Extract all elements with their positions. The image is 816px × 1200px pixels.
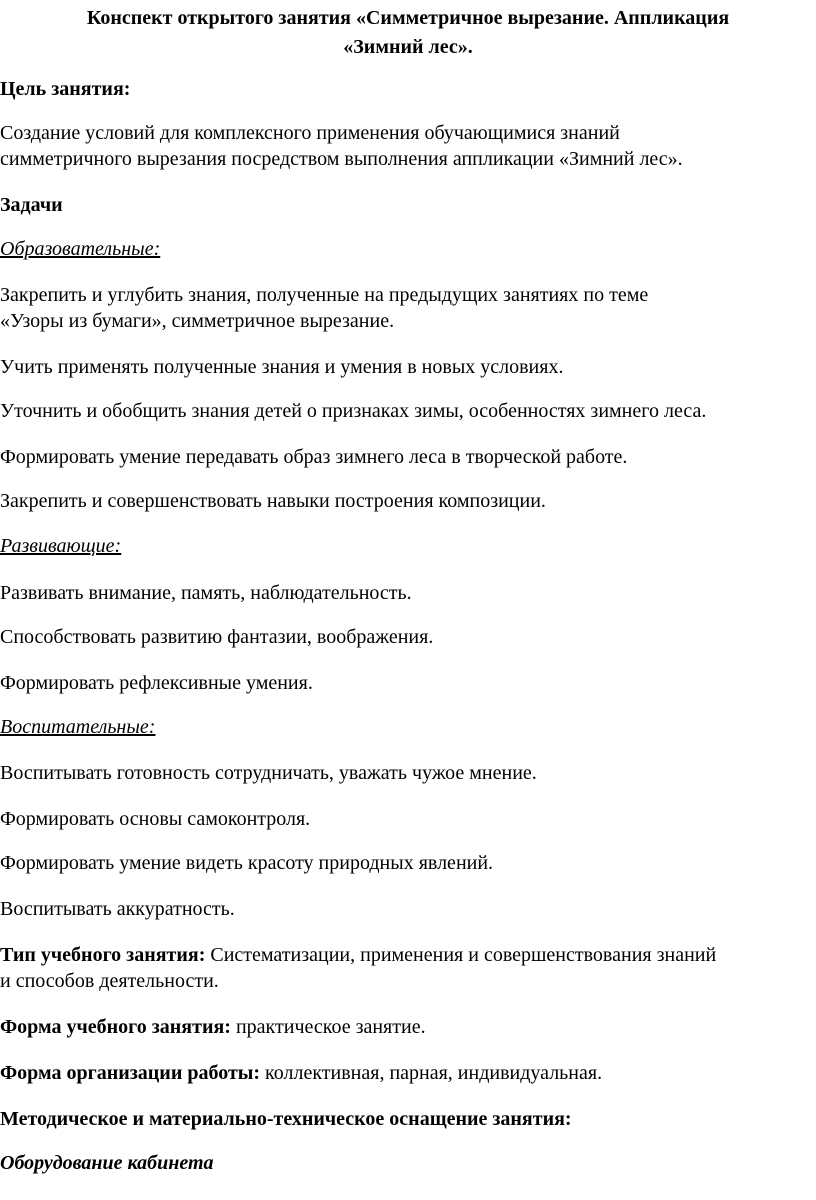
upbringing-item: Воспитывать аккуратность.: [0, 898, 235, 920]
work-form: [0, 1060, 602, 1086]
educational-item: Учить применять полученные знания и умения в новых условиях.: [0, 356, 564, 378]
goal-text-line-2: симметричного вырезания посредством выполнения аппликации «Зимний лес».: [0, 148, 683, 170]
title-line-1: Конспект открытого занятия «Симметричное вырезание. Аппликация: [86, 7, 730, 29]
lesson-type: [0, 942, 716, 968]
lesson-type-continuation: и способов деятельности.: [0, 970, 219, 992]
equipment-subheading: Оборудование кабинета: [0, 1152, 214, 1174]
educational-label: Образовательные:: [0, 238, 161, 260]
goal-heading: Цель занятия:: [0, 78, 131, 100]
goal-text-line-1: Создание условий для комплексного применения обучающимися знаний: [0, 122, 620, 144]
upbringing-label: Воспитательные:: [0, 716, 156, 738]
educational-item: Закрепить и совершенствовать навыки построения композиции.: [0, 490, 546, 512]
work-form-label: Форма организации работы:: [0, 1062, 261, 1084]
upbringing-item: Формировать основы самоконтроля.: [0, 808, 311, 830]
developing-item: Способствовать развитию фантазии, воображения.: [0, 626, 434, 648]
developing-item: Формировать рефлексивные умения.: [0, 672, 313, 694]
equipment-heading: Методическое и материально-техническое оснащение занятия:: [0, 1108, 572, 1130]
developing-label: Развивающие:: [0, 535, 122, 557]
upbringing-item: Воспитывать готовность сотрудничать, уважать чужое мнение.: [0, 762, 537, 784]
upbringing-item: Формировать умение видеть красоту природных явлений.: [0, 852, 494, 874]
developing-item: Развивать внимание, память, наблюдательность.: [0, 582, 412, 604]
title-line-2: «Зимний лес».: [343, 36, 473, 58]
document-title: [20, 4, 796, 62]
lesson-form-label: Форма учебного занятия:: [0, 1016, 231, 1038]
work-form-value: коллективная, парная, индивидуальная.: [260, 1062, 603, 1084]
lesson-type-label: Тип учебного занятия:: [0, 944, 206, 966]
lesson-type-value: Систематизации, применения и совершенствования знаний: [205, 944, 717, 966]
educational-item: Закрепить и углубить знания, полученные на предыдущих занятиях по теме: [0, 284, 649, 306]
educational-item: Уточнить и обобщить знания детей о признаках зимы, особенностях зимнего леса.: [0, 400, 707, 422]
educational-item: «Узоры из бумаги», симметричное вырезание.: [0, 310, 395, 332]
tasks-heading: Задачи: [0, 194, 63, 216]
lesson-form: [0, 1014, 426, 1040]
lesson-form-value: практическое занятие.: [230, 1016, 426, 1038]
educational-item: Формировать умение передавать образ зимнего леса в творческой работе.: [0, 446, 628, 468]
